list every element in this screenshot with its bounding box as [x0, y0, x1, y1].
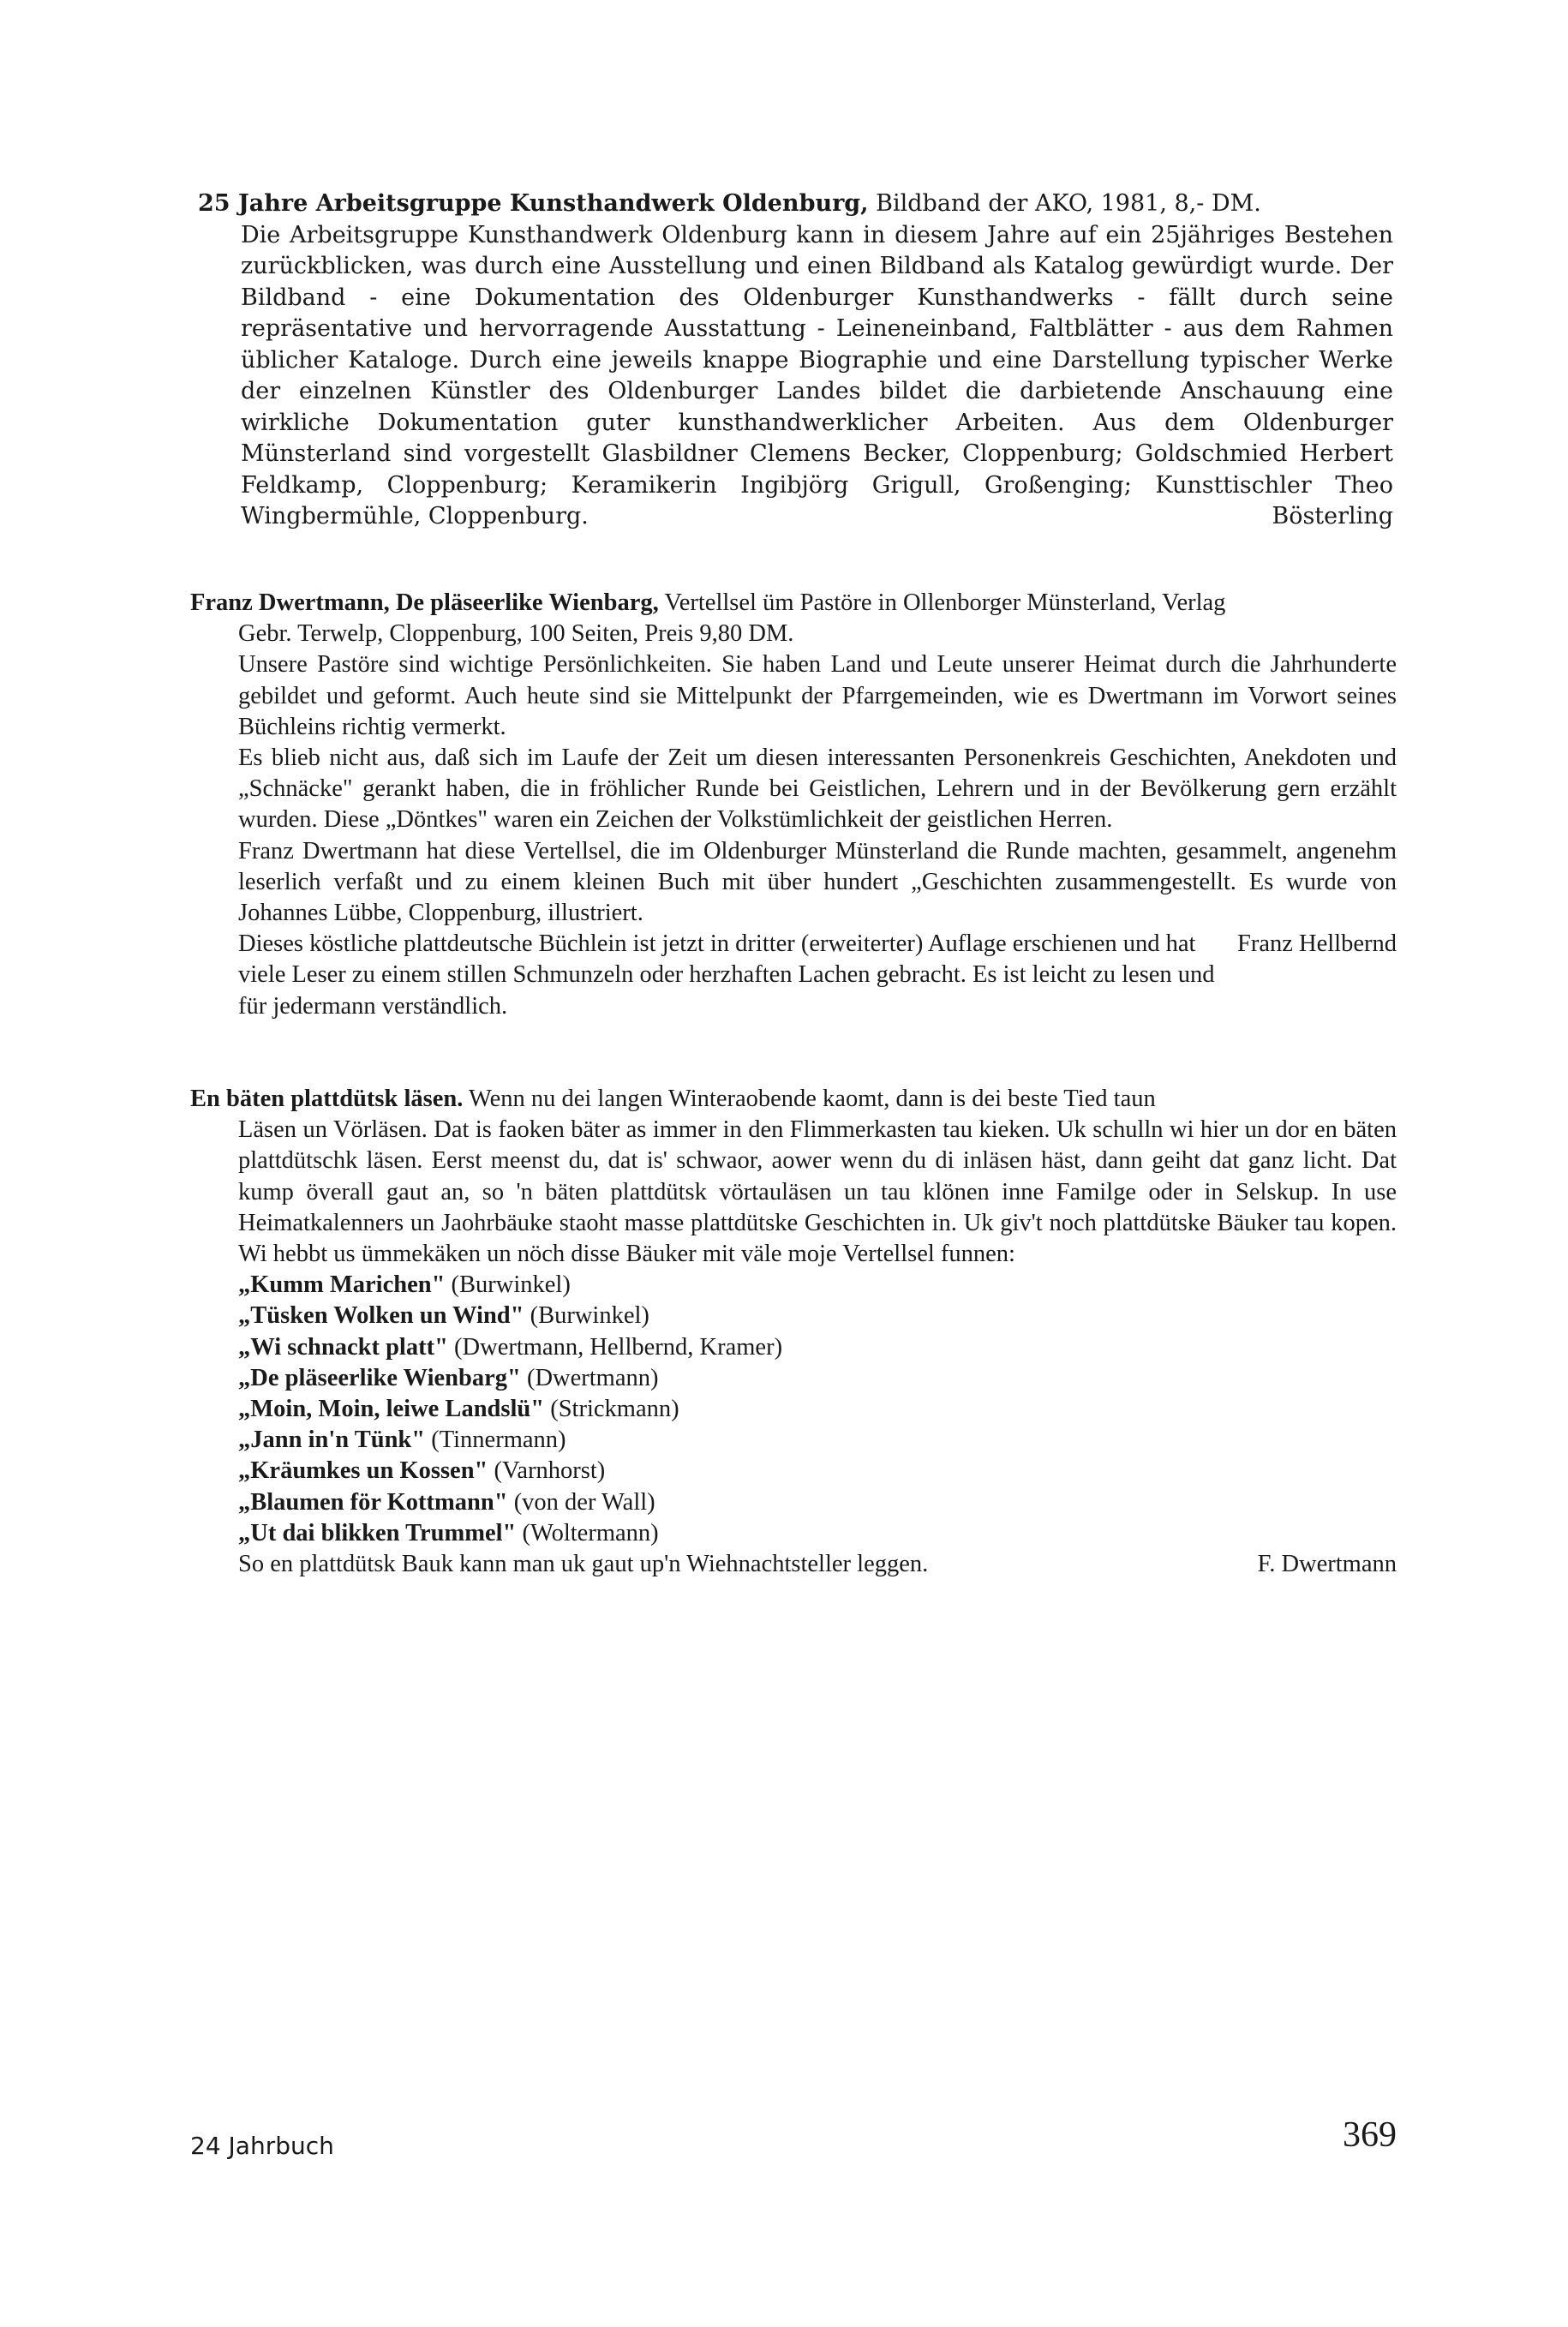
book-author: (Strickmann)	[544, 1396, 679, 1423]
review-title: 25 Jahre Arbeitsgruppe Kunsthandwerk Oldenburg,	[198, 190, 869, 217]
footer-yearbook-label: 24 Jahrbuch	[190, 2132, 334, 2160]
review-body	[198, 220, 1393, 533]
review-title: En bäten plattdütsk läsen.	[190, 1086, 464, 1112]
review-paragraph: Es blieb nicht aus, daß sich im Laufe der Zeit um diesen interessanten Personenkreis Geschichten, Anekdoten und „Schnäcke" gerankt haben, die in fröhlicher Runde bei Geistlichen, Lehrern und in der Bevölkerung gern erzählt wurden. Diese „Döntkes" waren ein Zeichen der Volkstümlichkeit der geistlichen Herren.	[238, 745, 1397, 834]
book-list-item	[238, 1301, 1397, 1331]
book-author: (Dwertmann)	[520, 1364, 659, 1391]
review-author: Bösterling	[1272, 503, 1393, 529]
review-meta-line-2: Gebr. Terwelp, Cloppenburg, 100 Seiten, Preis 9,80 DM.	[238, 620, 794, 648]
book-title: „Tüsken Wolken un Wind"	[238, 1302, 524, 1330]
review-body-text: Die Arbeitsgruppe Kunsthandwerk Oldenburg kann in diesem Jahre auf ein 25jähriges Bestehen zurückblicken, was durch eine Ausstellung und einen Bildband als Katalog gewürdigt wurde. Der Bildband - eine Dokumentation des Oldenburger Kunsthandwerks - fällt durch seine repräsentative und hervorragende Ausstattung - Leineneinband, Faltblätter - aus dem Rahmen üblicher Kataloge. Durch eine jeweils knappe Biographie und eine Darstellung typischer Werke der einzelnen Künstler des Oldenburger Landes bildet die darbietende Anschauung eine wirkliche Dokumentation guter kunsthandwerklicher Arbeiten. Aus dem Oldenburger Münsterland sind vorgestellt Glasbildner Clemens Becker, Cloppenburg; Goldschmied Herbert Feldkamp, Cloppenburg; Keramikerin Ingibjörg Grigull, Großenging; Kunsttischler Theo Wingbermühle, Cloppenburg.	[241, 221, 1393, 529]
book-author: (Woltermann)	[516, 1519, 659, 1546]
book-author: (Varnhorst)	[488, 1457, 606, 1485]
book-title: „Jann in'n Tünk"	[238, 1427, 426, 1454]
book-author: (Burwinkel)	[445, 1271, 571, 1299]
book-list-item	[238, 1456, 1397, 1487]
review-paragraph: Dieses köstliche plattdeutsche Büchlein ist jetzt in dritter (erweiterter) Auflage erschienen und hat viele Leser zu einem stillen Schmunzeln oder herzhaften Lachen gebracht. Es ist leicht zu lesen und für jedermann verständlich.	[238, 930, 1215, 1020]
review-paragraph: Unsere Pastöre sind wichtige Persönlichkeiten. Sie haben Land und Leute unserer Heimat durch die Jahrhunderte gebildet und geformt. Auch heute sind sie Mittelpunkt der Pfarrgemeinden, wie es Dwertmann im Vorwort seines Büchleins richtig vermerkt.	[238, 651, 1397, 740]
book-list	[190, 1270, 1397, 1549]
book-title: „De pläseerlike Wienbarg"	[238, 1364, 521, 1391]
book-list-item	[238, 1363, 1397, 1394]
review-body-text: Läsen un Vörläsen. Dat is faoken bäter as immer in den Flimmerkasten tau kieken. Uk schulln wi hier un dor en bäten plattdütschk läsen. Eerst meenst du, dat is' schwaor, aower wenn du di inläsen häst, dann geiht dat ganz licht. Dat kump överall gaut an, so 'n bäten plattdütsk vörtauläsen un tau klönen inne Familge oder in Selskup. In use Heimatkalenners un Jaohrbäuke staoht masse plattdütske Geschichten in. Uk giv't noch plattdütske Bäuker tau kopen. Wi hebbt us ümmekäken un nöch disse Bäuker mit väle moje Vertellsel funnen:	[238, 1116, 1397, 1268]
book-title: „Blaumen för Kottmann"	[238, 1488, 508, 1516]
review-heading	[190, 1084, 1397, 1115]
review-plaeseerlike-wienbarg	[190, 588, 1397, 1022]
review-meta: Vertellsel üm Pastöre in Ollenborger Münsterland, Verlag	[658, 589, 1226, 616]
review-heading	[190, 588, 1397, 619]
book-list-item	[238, 1332, 1397, 1363]
book-title: „Moin, Moin, leiwe Landslü"	[238, 1396, 545, 1423]
review-author: Franz Hellbernd	[1237, 930, 1397, 958]
book-list-item	[238, 1270, 1397, 1301]
review-title: Franz Dwertmann, De pläseerlike Wienbarg,	[190, 589, 659, 616]
book-author: (Tinnermann)	[425, 1427, 566, 1454]
book-list-item	[238, 1487, 1397, 1518]
page-number: 369	[1343, 2115, 1397, 2155]
review-plattduetsk-laesen	[190, 1084, 1397, 1580]
review-paragraph: Franz Dwertmann hat diese Vertellsel, die im Oldenburger Münsterland die Runde machten, gesammelt, angenehm leserlich verfaßt und zu einem kleinen Buch mit über hundert „Geschichten zusammengestellt. Es wurde von Johannes Lübbe, Cloppenburg, illustriert.	[238, 837, 1397, 927]
book-list-item	[238, 1425, 1397, 1456]
book-author: (Dwertmann, Hellbernd, Kramer)	[447, 1333, 783, 1361]
book-title: „Wi schnackt platt"	[238, 1333, 448, 1361]
book-title: „Kräumkes un Kossen"	[238, 1457, 488, 1485]
book-title: „Ut dai blikken Trummel"	[238, 1519, 517, 1546]
book-title: „Kumm Marichen"	[238, 1271, 446, 1299]
book-list-item	[238, 1394, 1397, 1425]
review-author: F. Dwertmann	[1257, 1551, 1397, 1578]
book-author: (Burwinkel)	[524, 1302, 649, 1330]
review-final-line	[190, 929, 1397, 1022]
review-heading	[198, 188, 1393, 220]
review-meta: Wenn nu dei langen Winteraobende kaomt, dann is dei beste Tied taun	[463, 1086, 1156, 1112]
review-arbeitsgruppe-kunsthandwerk	[198, 188, 1393, 533]
book-author: (von der Wall)	[507, 1488, 655, 1516]
review-final-line	[190, 1549, 1397, 1580]
review-closing: So en plattdütsk Bauk kann man uk gaut up'n Wiehnachtsteller leggen.	[238, 1551, 929, 1578]
review-meta: Bildband der AKO, 1981, 8,- DM.	[868, 190, 1261, 217]
book-list-item	[238, 1518, 1397, 1549]
